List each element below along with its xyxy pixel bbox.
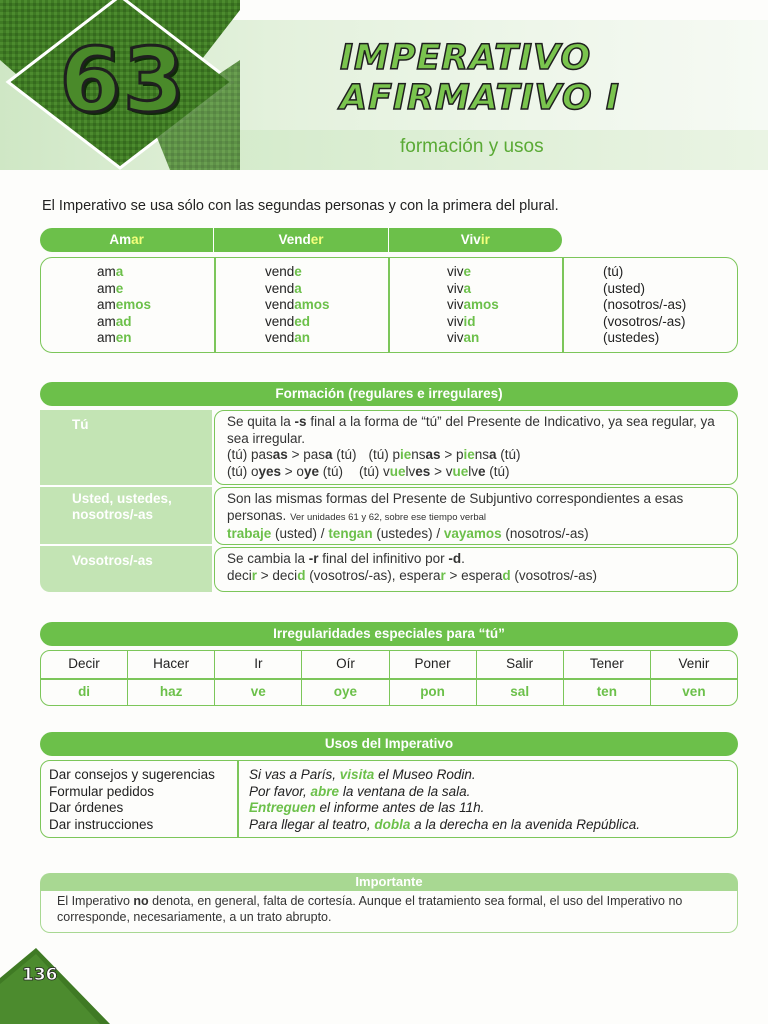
ending: an <box>463 330 480 345</box>
usos-table <box>40 760 738 838</box>
label-vosotros: Vosotros/-as <box>72 553 153 568</box>
imperative-cell: sal <box>477 679 564 706</box>
infinitive-cell: Hacer <box>128 651 215 678</box>
conj-row <box>265 264 330 281</box>
t: (usted) / <box>271 526 329 541</box>
stem: vend <box>265 264 295 279</box>
tu-rule <box>227 414 725 447</box>
conj-row <box>265 314 330 331</box>
label-separator <box>40 485 212 487</box>
t: el informe antes de las 11h. <box>315 800 485 815</box>
stem: viv <box>447 280 464 296</box>
use-item: Formular pedidos <box>49 783 155 799</box>
formacion-title: Formación (regulares e irregulares) <box>40 382 738 406</box>
label-tu: Tú <box>72 417 89 432</box>
t-bold: a <box>489 447 497 462</box>
forms-row <box>41 679 737 706</box>
ending: ed <box>294 313 311 329</box>
t-accent: r <box>440 567 446 583</box>
t: (nosotros/-as) <box>501 526 589 541</box>
text: Se quita la <box>227 414 295 429</box>
ending: e <box>115 280 124 296</box>
t: Para llegar al teatro, <box>249 816 375 832</box>
formacion-labels <box>40 410 212 592</box>
t-bold: as <box>272 447 288 462</box>
page-subtitle: formación y usos <box>400 136 544 157</box>
ending: an <box>294 330 311 345</box>
tu-examples-row <box>227 447 725 464</box>
tu-example <box>359 464 510 481</box>
use-item: Dar consejos y sugerencias <box>49 767 215 782</box>
t-accent: d <box>502 567 511 583</box>
conj-row <box>447 281 499 298</box>
t: (tú) <box>485 463 510 479</box>
t-bold: as <box>425 447 441 462</box>
conj-row <box>97 330 151 347</box>
t: (vosotros/-as) <box>510 567 597 583</box>
infinitive-cell: Poner <box>390 651 477 678</box>
conj-row <box>97 264 151 281</box>
imperative-cell: haz <box>128 679 215 706</box>
verb-ending: ir <box>480 232 490 247</box>
title-line-1: IMPERATIVO <box>340 38 592 78</box>
t-bold: yes <box>258 463 282 479</box>
column-divider <box>237 761 239 837</box>
t: > espera <box>445 567 503 583</box>
person-label: (nosotros/-as) <box>603 297 687 312</box>
t: ns <box>474 447 490 462</box>
t: (tú) pas <box>227 447 273 462</box>
conj-row <box>97 297 151 314</box>
irregularidades-table <box>40 650 738 706</box>
t-accent: ie <box>400 447 412 462</box>
t: el Museo Rodin. <box>374 767 476 782</box>
tu-example <box>369 447 521 464</box>
t: > o <box>281 463 304 479</box>
stem: am <box>97 264 116 279</box>
imperative-cell: pon <box>390 679 477 706</box>
verb-headers <box>40 228 562 252</box>
infinitives-row <box>41 651 737 678</box>
stem: vend <box>265 313 295 329</box>
conj-row <box>265 330 330 347</box>
t: (vosotros/-as), espera <box>305 567 441 583</box>
t: la ventana de la sala. <box>339 783 471 799</box>
person-label: (vosotros/-as) <box>603 313 686 329</box>
ending: e <box>463 264 472 279</box>
text: final a la forma de “tú” del Presente de Indicativo, ya sea regular, ya sea irregular. <box>227 414 715 446</box>
imperative-cell: ve <box>215 679 302 706</box>
stem: vend <box>265 280 295 296</box>
t-accent: d <box>297 567 306 583</box>
infinitive-cell: Tener <box>564 651 651 678</box>
conj-row <box>447 264 499 281</box>
ending: id <box>463 313 476 329</box>
verb-header-vender <box>214 228 388 252</box>
stem: viv <box>447 297 464 312</box>
use-example <box>249 800 640 817</box>
t: (tú) v <box>359 463 390 479</box>
label-separator <box>40 544 212 546</box>
ending: a <box>294 280 302 296</box>
infinitive-cell: Oír <box>302 651 389 678</box>
verb-ending: ar <box>131 232 144 247</box>
t: > v <box>430 463 453 479</box>
t: > deci <box>257 567 298 583</box>
text-bold: -s <box>294 414 307 429</box>
t-bold: -d <box>448 551 462 566</box>
ending: en <box>115 330 132 345</box>
imperative-cell: di <box>41 679 128 706</box>
usos-list <box>49 767 215 833</box>
use-example <box>249 784 640 801</box>
vosotros-rule <box>227 551 725 568</box>
vosotros-examples <box>227 568 725 585</box>
stem: am <box>97 330 116 345</box>
t: (tú) p <box>368 447 401 462</box>
ending: a <box>115 264 124 279</box>
verb-stem: Am <box>109 232 132 247</box>
conj-row <box>265 297 330 314</box>
amar-column <box>97 264 151 347</box>
verb-header-vivir <box>389 228 562 252</box>
t: lv <box>405 463 416 479</box>
column-divider <box>388 258 390 352</box>
ending: ad <box>115 313 132 329</box>
ending: a <box>463 280 472 296</box>
t-accent: r <box>251 567 258 583</box>
importante-title: Importante <box>40 873 738 891</box>
infinitive-cell: Ir <box>215 651 302 678</box>
t: . <box>461 551 465 566</box>
t: > p <box>440 447 464 462</box>
label-usted-line1: Usted, ustedes, <box>72 491 172 506</box>
column-divider <box>214 258 216 352</box>
cross-reference-note: Ver unidades 61 y 62, sobre ese tiempo verbal <box>290 511 486 523</box>
ending: e <box>294 264 302 279</box>
infinitive-cell: Salir <box>477 651 564 678</box>
t: ns <box>411 447 426 462</box>
person-label: (usted) <box>603 280 646 296</box>
t-bold: es <box>415 463 431 479</box>
stem: am <box>97 280 116 296</box>
t: El Imperativo <box>57 894 134 908</box>
t-bold: ye <box>303 463 319 479</box>
page-title <box>340 38 740 118</box>
usted-examples <box>227 526 725 543</box>
t-accent: dobla <box>374 816 411 832</box>
t: (tú) <box>318 463 343 479</box>
ending: emos <box>115 297 152 312</box>
formacion-usted-box <box>214 487 738 545</box>
imperative-cell: ven <box>682 684 706 699</box>
t: deci <box>227 567 252 583</box>
stem: vend <box>265 297 295 312</box>
formacion-vosotros-box <box>214 547 738 592</box>
text: Son las mismas formas del Presente de Subjuntivo correspondientes a esas personas. <box>227 491 684 523</box>
t: (tú) <box>332 447 357 462</box>
t: Se cambia la <box>227 551 309 566</box>
stem: am <box>97 297 116 312</box>
t-accent: Entreguen <box>249 800 316 815</box>
person-label: (ustedes) <box>603 330 660 345</box>
verb-header-amar <box>40 228 214 252</box>
imperative-cell: oye <box>302 679 389 706</box>
usos-title: Usos del Imperativo <box>40 732 738 756</box>
stem: viv <box>447 313 464 329</box>
use-item: Dar órdenes <box>49 800 124 815</box>
usos-examples <box>249 767 640 833</box>
t-bold: e <box>477 463 486 479</box>
t: (tú) o <box>227 463 259 479</box>
stem: vend <box>265 330 295 345</box>
t-accent: trabaje <box>227 526 272 541</box>
t-bold: -r <box>308 551 319 566</box>
t-accent: abre <box>310 783 340 799</box>
t-accent: ue <box>452 463 469 479</box>
usted-rule <box>227 491 725 526</box>
conjugation-table <box>40 257 738 353</box>
stem: viv <box>447 264 464 279</box>
person-label: (tú) <box>603 264 624 279</box>
conj-row <box>447 314 499 331</box>
infinitive-cell: Decir <box>41 651 128 678</box>
conj-row <box>97 281 151 298</box>
column-divider <box>562 258 564 352</box>
t-accent: ue <box>389 463 406 479</box>
t: a la derecha en la avenida República. <box>410 816 640 832</box>
importante-note <box>40 891 738 933</box>
t: final del infinitivo por <box>318 551 449 566</box>
imperative-cell: ten <box>564 679 651 706</box>
use-example <box>249 767 640 784</box>
t-accent: vayamos <box>443 526 502 541</box>
use-item: Dar instrucciones <box>49 816 154 832</box>
irregularidades-title: Irregularidades especiales para “tú” <box>40 622 738 646</box>
tu-example <box>227 464 343 481</box>
t-accent: tengan <box>328 526 373 541</box>
infinitive-cell: Venir <box>678 656 710 671</box>
t-accent: visita <box>339 767 375 782</box>
intro-text: El Imperativo se usa sólo con las segundas personas y con la primera del plural. <box>42 198 559 214</box>
t: lv <box>468 463 478 479</box>
formacion-tu-box <box>214 410 738 485</box>
ending: amos <box>294 297 330 312</box>
t-bold: no <box>133 894 149 908</box>
label-usted-line2: nosotros/-as <box>72 507 154 522</box>
vivir-column <box>447 264 499 347</box>
stem: am <box>97 313 116 329</box>
t: (tú) <box>496 447 521 462</box>
t: Si vas a París, <box>249 767 340 782</box>
tu-examples-row <box>227 464 725 481</box>
verb-stem: Viv <box>460 232 481 247</box>
use-example <box>249 817 640 834</box>
verb-ending: er <box>310 232 324 247</box>
unit-number: 63 <box>59 29 187 132</box>
t: denota, en general, falta de cortesía. Aunque el tratamiento sea formal, el uso del Imperativo no corresponde, necesariamente, a un trato abrupto. <box>57 894 683 924</box>
ending: amos <box>463 297 499 312</box>
verb-stem: Vend <box>278 232 311 247</box>
t: > pas <box>287 447 325 462</box>
stem: viv <box>447 330 464 345</box>
page-number: 136 <box>22 965 58 985</box>
vender-column <box>265 264 330 347</box>
t-accent: ie <box>463 447 475 462</box>
t: (ustedes) / <box>372 526 444 541</box>
title-line-2: AFIRMATIVO I <box>340 78 620 118</box>
conj-row <box>447 330 499 347</box>
conj-row <box>447 297 499 314</box>
tu-example <box>227 447 357 464</box>
t-bold: a <box>324 447 333 462</box>
label-usted <box>72 491 172 523</box>
conj-row <box>265 281 330 298</box>
t: Por favor, <box>249 783 311 799</box>
conj-row <box>97 314 151 331</box>
persons-column <box>603 264 686 347</box>
